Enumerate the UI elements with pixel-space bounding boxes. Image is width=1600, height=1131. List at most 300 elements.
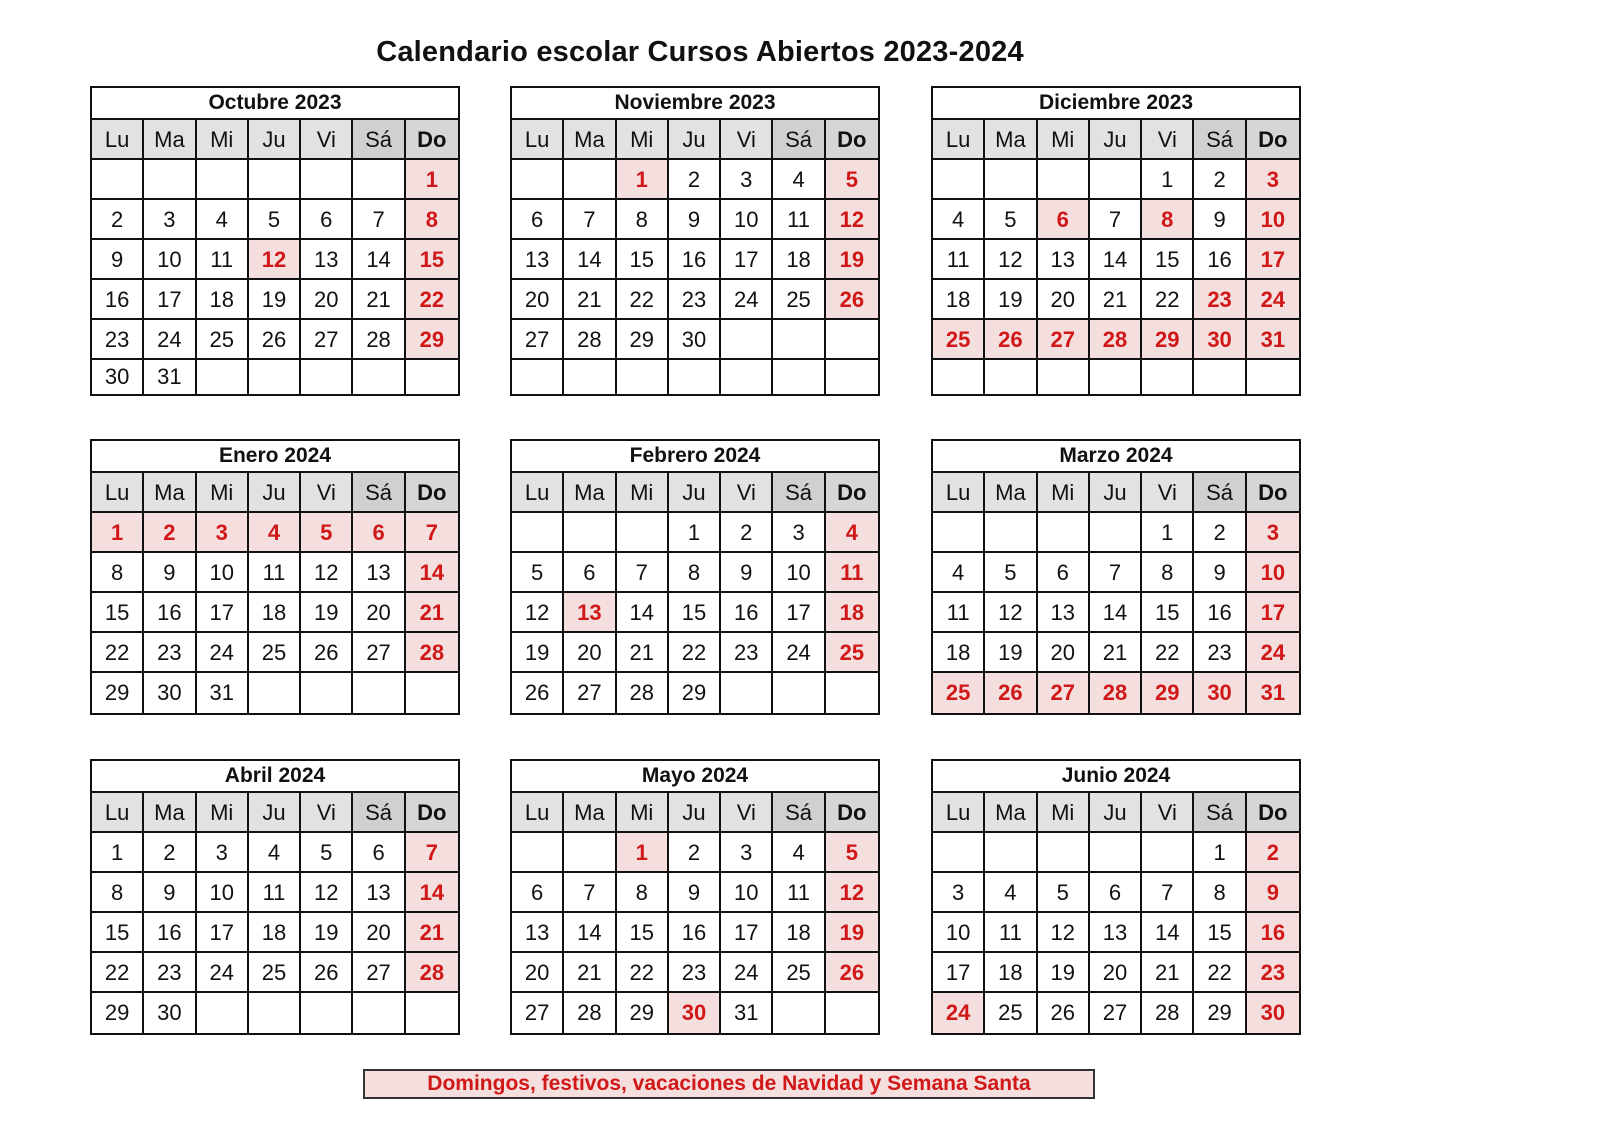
empty-day-cell bbox=[564, 160, 616, 200]
empty-day-cell bbox=[826, 360, 878, 394]
day-cell: 20 bbox=[512, 953, 564, 993]
day-cell: 24 bbox=[197, 633, 249, 673]
weekday-header: Sá bbox=[353, 793, 405, 833]
day-cell: 17 bbox=[197, 913, 249, 953]
empty-day-cell bbox=[773, 320, 825, 360]
day-cell: 4 bbox=[249, 833, 301, 873]
weekday-header: Mi bbox=[197, 120, 249, 160]
weekday-header: Do bbox=[406, 793, 458, 833]
day-cell: 13 bbox=[512, 913, 564, 953]
day-cell: 30 bbox=[669, 320, 721, 360]
day-cell: 12 bbox=[249, 240, 301, 280]
day-cell: 1 bbox=[92, 513, 144, 553]
day-cell: 10 bbox=[1247, 553, 1299, 593]
day-cell: 22 bbox=[1142, 633, 1194, 673]
day-cell: 29 bbox=[92, 993, 144, 1033]
day-cell: 28 bbox=[406, 953, 458, 993]
weekday-header: Ma bbox=[144, 473, 196, 513]
month-calendar bbox=[510, 439, 880, 715]
day-cell: 4 bbox=[249, 513, 301, 553]
day-cell: 5 bbox=[249, 200, 301, 240]
empty-day-cell bbox=[249, 360, 301, 394]
empty-day-cell bbox=[353, 993, 405, 1033]
empty-day-cell bbox=[301, 673, 353, 713]
day-cell: 12 bbox=[301, 553, 353, 593]
day-cell: 14 bbox=[617, 593, 669, 633]
month-calendar bbox=[90, 759, 460, 1035]
day-cell: 6 bbox=[1038, 553, 1090, 593]
day-cell: 23 bbox=[1194, 280, 1246, 320]
weekday-header: Vi bbox=[1142, 793, 1194, 833]
day-cell: 4 bbox=[933, 553, 985, 593]
month-calendar bbox=[510, 759, 880, 1035]
day-cell: 4 bbox=[985, 873, 1037, 913]
day-cell: 18 bbox=[933, 280, 985, 320]
day-cell: 30 bbox=[1247, 993, 1299, 1033]
day-cell: 14 bbox=[406, 873, 458, 913]
month-title: Noviembre 2023 bbox=[512, 88, 878, 120]
day-cell: 6 bbox=[353, 513, 405, 553]
day-cell: 5 bbox=[301, 513, 353, 553]
weekday-header: Vi bbox=[301, 120, 353, 160]
day-cell: 15 bbox=[669, 593, 721, 633]
weekday-header: Sá bbox=[1194, 120, 1246, 160]
day-cell: 10 bbox=[721, 873, 773, 913]
day-cell: 8 bbox=[1142, 200, 1194, 240]
day-cell: 12 bbox=[985, 240, 1037, 280]
day-cell: 3 bbox=[933, 873, 985, 913]
empty-day-cell bbox=[933, 360, 985, 394]
empty-day-cell bbox=[249, 993, 301, 1033]
day-cell: 25 bbox=[985, 993, 1037, 1033]
day-cell: 26 bbox=[826, 953, 878, 993]
day-cell: 14 bbox=[406, 553, 458, 593]
day-cell: 28 bbox=[1090, 673, 1142, 713]
day-cell: 13 bbox=[1038, 593, 1090, 633]
weekday-header: Sá bbox=[1194, 793, 1246, 833]
day-cell: 25 bbox=[933, 320, 985, 360]
day-cell: 17 bbox=[773, 593, 825, 633]
day-cell: 27 bbox=[1038, 320, 1090, 360]
day-cell: 20 bbox=[564, 633, 616, 673]
empty-day-cell bbox=[1038, 513, 1090, 553]
empty-day-cell bbox=[512, 833, 564, 873]
day-cell: 11 bbox=[933, 593, 985, 633]
day-cell: 28 bbox=[406, 633, 458, 673]
day-cell: 27 bbox=[564, 673, 616, 713]
day-cell: 12 bbox=[301, 873, 353, 913]
day-cell: 15 bbox=[406, 240, 458, 280]
day-cell: 19 bbox=[985, 633, 1037, 673]
weekday-header: Ma bbox=[985, 793, 1037, 833]
day-cell: 12 bbox=[826, 200, 878, 240]
day-cell: 30 bbox=[1194, 320, 1246, 360]
weekday-header: Ma bbox=[985, 473, 1037, 513]
day-cell: 22 bbox=[1194, 953, 1246, 993]
month-calendar bbox=[90, 439, 460, 715]
empty-day-cell bbox=[249, 673, 301, 713]
day-cell: 8 bbox=[669, 553, 721, 593]
month-title: Junio 2024 bbox=[933, 761, 1299, 793]
weekday-header: Sá bbox=[1194, 473, 1246, 513]
day-cell: 18 bbox=[249, 593, 301, 633]
weekday-header: Vi bbox=[721, 793, 773, 833]
day-cell: 23 bbox=[721, 633, 773, 673]
day-cell: 22 bbox=[92, 633, 144, 673]
day-cell: 22 bbox=[92, 953, 144, 993]
month-grid bbox=[92, 793, 458, 1033]
weekday-header: Lu bbox=[92, 473, 144, 513]
empty-day-cell bbox=[1090, 160, 1142, 200]
day-cell: 28 bbox=[617, 673, 669, 713]
month-title: Enero 2024 bbox=[92, 441, 458, 473]
day-cell: 25 bbox=[197, 320, 249, 360]
day-cell: 22 bbox=[617, 953, 669, 993]
day-cell: 26 bbox=[1038, 993, 1090, 1033]
weekday-header: Do bbox=[826, 120, 878, 160]
empty-day-cell bbox=[512, 160, 564, 200]
day-cell: 15 bbox=[1142, 593, 1194, 633]
day-cell: 26 bbox=[249, 320, 301, 360]
empty-day-cell bbox=[301, 160, 353, 200]
day-cell: 29 bbox=[617, 320, 669, 360]
empty-day-cell bbox=[669, 360, 721, 394]
empty-day-cell bbox=[773, 993, 825, 1033]
day-cell: 1 bbox=[617, 833, 669, 873]
month-grid bbox=[512, 473, 878, 713]
empty-day-cell bbox=[985, 513, 1037, 553]
day-cell: 8 bbox=[617, 200, 669, 240]
weekday-header: Vi bbox=[301, 793, 353, 833]
day-cell: 21 bbox=[1090, 633, 1142, 673]
day-cell: 10 bbox=[1247, 200, 1299, 240]
day-cell: 18 bbox=[197, 280, 249, 320]
day-cell: 31 bbox=[197, 673, 249, 713]
day-cell: 3 bbox=[197, 513, 249, 553]
day-cell: 2 bbox=[669, 833, 721, 873]
day-cell: 4 bbox=[197, 200, 249, 240]
day-cell: 13 bbox=[1090, 913, 1142, 953]
day-cell: 22 bbox=[669, 633, 721, 673]
empty-day-cell bbox=[512, 360, 564, 394]
day-cell: 1 bbox=[92, 833, 144, 873]
day-cell: 6 bbox=[512, 873, 564, 913]
empty-day-cell bbox=[1247, 360, 1299, 394]
day-cell: 25 bbox=[933, 673, 985, 713]
day-cell: 17 bbox=[721, 913, 773, 953]
day-cell: 9 bbox=[92, 240, 144, 280]
day-cell: 27 bbox=[301, 320, 353, 360]
empty-day-cell bbox=[197, 360, 249, 394]
weekday-header: Ma bbox=[564, 793, 616, 833]
empty-day-cell bbox=[985, 160, 1037, 200]
day-cell: 14 bbox=[1142, 913, 1194, 953]
empty-day-cell bbox=[1090, 360, 1142, 394]
weekday-header: Ma bbox=[564, 120, 616, 160]
day-cell: 21 bbox=[617, 633, 669, 673]
empty-day-cell bbox=[1038, 160, 1090, 200]
day-cell: 10 bbox=[721, 200, 773, 240]
day-cell: 1 bbox=[617, 160, 669, 200]
empty-day-cell bbox=[933, 160, 985, 200]
day-cell: 5 bbox=[826, 833, 878, 873]
day-cell: 25 bbox=[826, 633, 878, 673]
weekday-header: Lu bbox=[933, 120, 985, 160]
day-cell: 9 bbox=[721, 553, 773, 593]
day-cell: 16 bbox=[721, 593, 773, 633]
month-calendar bbox=[931, 759, 1301, 1035]
day-cell: 23 bbox=[144, 953, 196, 993]
month-grid bbox=[933, 473, 1299, 713]
empty-day-cell bbox=[773, 360, 825, 394]
empty-day-cell bbox=[406, 360, 458, 394]
day-cell: 20 bbox=[1038, 280, 1090, 320]
day-cell: 7 bbox=[617, 553, 669, 593]
weekday-header: Sá bbox=[773, 473, 825, 513]
empty-day-cell bbox=[406, 993, 458, 1033]
weekday-header: Lu bbox=[92, 793, 144, 833]
weekday-header: Mi bbox=[617, 120, 669, 160]
day-cell: 30 bbox=[1194, 673, 1246, 713]
day-cell: 7 bbox=[1142, 873, 1194, 913]
weekday-header: Mi bbox=[197, 793, 249, 833]
day-cell: 11 bbox=[773, 873, 825, 913]
day-cell: 9 bbox=[144, 873, 196, 913]
empty-day-cell bbox=[92, 160, 144, 200]
day-cell: 16 bbox=[669, 913, 721, 953]
day-cell: 6 bbox=[1038, 200, 1090, 240]
empty-day-cell bbox=[1090, 513, 1142, 553]
day-cell: 15 bbox=[617, 913, 669, 953]
day-cell: 18 bbox=[773, 913, 825, 953]
day-cell: 27 bbox=[1038, 673, 1090, 713]
day-cell: 12 bbox=[826, 873, 878, 913]
empty-day-cell bbox=[1194, 360, 1246, 394]
day-cell: 1 bbox=[406, 160, 458, 200]
day-cell: 5 bbox=[301, 833, 353, 873]
day-cell: 11 bbox=[249, 873, 301, 913]
weekday-header: Vi bbox=[1142, 473, 1194, 513]
day-cell: 19 bbox=[512, 633, 564, 673]
day-cell: 2 bbox=[1194, 513, 1246, 553]
day-cell: 19 bbox=[301, 913, 353, 953]
day-cell: 24 bbox=[933, 993, 985, 1033]
day-cell: 10 bbox=[144, 240, 196, 280]
day-cell: 28 bbox=[564, 320, 616, 360]
month-calendar bbox=[90, 86, 460, 396]
weekday-header: Do bbox=[1247, 793, 1299, 833]
weekday-header: Ju bbox=[249, 473, 301, 513]
empty-day-cell bbox=[985, 360, 1037, 394]
day-cell: 25 bbox=[249, 633, 301, 673]
weekday-header: Lu bbox=[512, 473, 564, 513]
day-cell: 3 bbox=[144, 200, 196, 240]
weekday-header: Sá bbox=[773, 793, 825, 833]
day-cell: 12 bbox=[985, 593, 1037, 633]
day-cell: 13 bbox=[353, 873, 405, 913]
month-title: Diciembre 2023 bbox=[933, 88, 1299, 120]
day-cell: 21 bbox=[406, 913, 458, 953]
day-cell: 20 bbox=[353, 593, 405, 633]
day-cell: 24 bbox=[721, 280, 773, 320]
day-cell: 6 bbox=[512, 200, 564, 240]
day-cell: 27 bbox=[512, 320, 564, 360]
month-title: Abril 2024 bbox=[92, 761, 458, 793]
day-cell: 14 bbox=[1090, 593, 1142, 633]
day-cell: 7 bbox=[406, 513, 458, 553]
day-cell: 6 bbox=[353, 833, 405, 873]
day-cell: 9 bbox=[669, 873, 721, 913]
legend: Domingos, festivos, vacaciones de Navidad y Semana Santa bbox=[363, 1069, 1095, 1099]
day-cell: 8 bbox=[92, 873, 144, 913]
empty-day-cell bbox=[721, 320, 773, 360]
day-cell: 24 bbox=[1247, 280, 1299, 320]
weekday-header: Mi bbox=[617, 473, 669, 513]
day-cell: 21 bbox=[1090, 280, 1142, 320]
empty-day-cell bbox=[933, 833, 985, 873]
day-cell: 18 bbox=[933, 633, 985, 673]
day-cell: 23 bbox=[92, 320, 144, 360]
weekday-header: Ma bbox=[144, 793, 196, 833]
day-cell: 25 bbox=[249, 953, 301, 993]
weekday-header: Ma bbox=[985, 120, 1037, 160]
day-cell: 17 bbox=[1247, 593, 1299, 633]
day-cell: 26 bbox=[301, 633, 353, 673]
weekday-header: Lu bbox=[512, 793, 564, 833]
day-cell: 18 bbox=[773, 240, 825, 280]
weekday-header: Lu bbox=[933, 793, 985, 833]
day-cell: 29 bbox=[1142, 320, 1194, 360]
day-cell: 6 bbox=[1090, 873, 1142, 913]
day-cell: 9 bbox=[1194, 200, 1246, 240]
empty-day-cell bbox=[617, 360, 669, 394]
day-cell: 24 bbox=[197, 953, 249, 993]
day-cell: 16 bbox=[669, 240, 721, 280]
weekday-header: Ma bbox=[144, 120, 196, 160]
empty-day-cell bbox=[1038, 833, 1090, 873]
day-cell: 3 bbox=[721, 833, 773, 873]
day-cell: 3 bbox=[197, 833, 249, 873]
empty-day-cell bbox=[933, 513, 985, 553]
day-cell: 16 bbox=[144, 593, 196, 633]
day-cell: 9 bbox=[669, 200, 721, 240]
day-cell: 14 bbox=[353, 240, 405, 280]
day-cell: 30 bbox=[144, 993, 196, 1033]
day-cell: 31 bbox=[721, 993, 773, 1033]
month-calendar bbox=[931, 86, 1301, 396]
weekday-header: Ju bbox=[669, 473, 721, 513]
day-cell: 31 bbox=[1247, 320, 1299, 360]
day-cell: 31 bbox=[144, 360, 196, 394]
day-cell: 22 bbox=[617, 280, 669, 320]
empty-day-cell bbox=[249, 160, 301, 200]
day-cell: 18 bbox=[249, 913, 301, 953]
day-cell: 26 bbox=[826, 280, 878, 320]
weekday-header: Do bbox=[826, 473, 878, 513]
day-cell: 12 bbox=[1038, 913, 1090, 953]
day-cell: 4 bbox=[933, 200, 985, 240]
day-cell: 24 bbox=[721, 953, 773, 993]
weekday-header: Lu bbox=[512, 120, 564, 160]
weekday-header: Mi bbox=[197, 473, 249, 513]
day-cell: 28 bbox=[1090, 320, 1142, 360]
month-grid bbox=[933, 793, 1299, 1033]
empty-day-cell bbox=[721, 673, 773, 713]
day-cell: 15 bbox=[92, 593, 144, 633]
day-cell: 4 bbox=[773, 160, 825, 200]
empty-day-cell bbox=[353, 160, 405, 200]
day-cell: 5 bbox=[512, 553, 564, 593]
day-cell: 9 bbox=[1247, 873, 1299, 913]
day-cell: 21 bbox=[564, 280, 616, 320]
empty-day-cell bbox=[1038, 360, 1090, 394]
day-cell: 11 bbox=[985, 913, 1037, 953]
month-title: Mayo 2024 bbox=[512, 761, 878, 793]
month-grid bbox=[512, 120, 878, 394]
month-grid bbox=[933, 120, 1299, 394]
day-cell: 1 bbox=[669, 513, 721, 553]
day-cell: 21 bbox=[406, 593, 458, 633]
empty-day-cell bbox=[564, 833, 616, 873]
empty-day-cell bbox=[617, 513, 669, 553]
day-cell: 3 bbox=[1247, 513, 1299, 553]
weekday-header: Vi bbox=[721, 473, 773, 513]
empty-day-cell bbox=[301, 360, 353, 394]
day-cell: 13 bbox=[564, 593, 616, 633]
empty-day-cell bbox=[564, 513, 616, 553]
day-cell: 15 bbox=[92, 913, 144, 953]
day-cell: 8 bbox=[617, 873, 669, 913]
day-cell: 3 bbox=[1247, 160, 1299, 200]
weekday-header: Do bbox=[406, 473, 458, 513]
empty-day-cell bbox=[826, 673, 878, 713]
day-cell: 19 bbox=[826, 913, 878, 953]
empty-day-cell bbox=[353, 360, 405, 394]
weekday-header: Do bbox=[1247, 120, 1299, 160]
day-cell: 7 bbox=[353, 200, 405, 240]
weekday-header: Sá bbox=[353, 120, 405, 160]
weekday-header: Mi bbox=[1038, 793, 1090, 833]
empty-day-cell bbox=[826, 320, 878, 360]
weekday-header: Ju bbox=[1090, 473, 1142, 513]
month-grid bbox=[92, 473, 458, 713]
day-cell: 23 bbox=[669, 280, 721, 320]
day-cell: 4 bbox=[826, 513, 878, 553]
day-cell: 28 bbox=[353, 320, 405, 360]
day-cell: 27 bbox=[512, 993, 564, 1033]
day-cell: 23 bbox=[1247, 953, 1299, 993]
weekday-header: Lu bbox=[933, 473, 985, 513]
day-cell: 1 bbox=[1142, 160, 1194, 200]
empty-day-cell bbox=[144, 160, 196, 200]
weekday-header: Ju bbox=[1090, 793, 1142, 833]
day-cell: 20 bbox=[512, 280, 564, 320]
day-cell: 12 bbox=[512, 593, 564, 633]
day-cell: 13 bbox=[1038, 240, 1090, 280]
day-cell: 2 bbox=[1247, 833, 1299, 873]
weekday-header: Ju bbox=[669, 120, 721, 160]
day-cell: 8 bbox=[406, 200, 458, 240]
day-cell: 29 bbox=[92, 673, 144, 713]
day-cell: 26 bbox=[301, 953, 353, 993]
day-cell: 17 bbox=[1247, 240, 1299, 280]
weekday-header: Do bbox=[826, 793, 878, 833]
day-cell: 3 bbox=[721, 160, 773, 200]
weekday-header: Ma bbox=[564, 473, 616, 513]
empty-day-cell bbox=[353, 673, 405, 713]
day-cell: 17 bbox=[933, 953, 985, 993]
weekday-header: Vi bbox=[301, 473, 353, 513]
